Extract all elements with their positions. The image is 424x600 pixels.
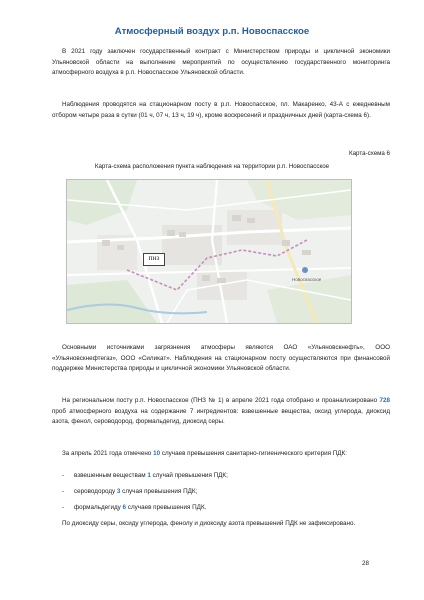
paragraph-observations: Наблюдения проводятся на стационарном посту в р.п. Новоспасское, пл. Макаренко, 43-А с ежедневным отбором четыре раза в сутки (01 ч, 07 ч, 13 ч, 19 ч), кроме воскресений и праздничных дней (карта-схема 6). bbox=[52, 101, 390, 119]
map-caption: Карта-схема расположения пункта наблюдения на территории р.п. Новоспасское bbox=[94, 163, 330, 170]
page-title: Атмосферный воздух р.п. Новоспасское bbox=[114, 26, 310, 37]
paragraph-exceedances: За апрель 2021 года отмечено 10 случаев превышения санитарно-гигиенического критерия ПДК: bbox=[62, 450, 347, 457]
paragraph-no-exceedances: По диоксиду серы, оксиду углерода, фенолу и диоксиду азота превышений ПДК не зафиксировано. bbox=[62, 520, 356, 527]
exceedances-count: 10 bbox=[153, 450, 161, 457]
samples-count: 728 bbox=[379, 397, 390, 404]
map-label: Карта-схема 6 bbox=[348, 150, 390, 157]
monitoring-post-marker: ПНЗ bbox=[143, 253, 165, 266]
map-place-name: Новоспасское bbox=[292, 277, 322, 282]
list-item: - сероводороду 3 случая превышения ПДК; bbox=[62, 488, 198, 495]
location-map bbox=[66, 179, 352, 324]
page-number: 28 bbox=[362, 560, 369, 567]
paragraph-contract: В 2021 году заключен государственный контракт с Министерством природы и цикличной экономики Ульяновской области на выполнение мероприятий по осуществлению государственного мониторинга атмосферного воздуха в р.п. Новоспасское Ульяновской области. bbox=[52, 48, 390, 77]
list-item: - формальдегиду 6 случаев превышения ПДК. bbox=[62, 504, 207, 511]
paragraph-sources: Основными источниками загрязнения атмосферы являются ОАО «Ульяновскнефть», ООО «Ульяновскнефтегаз», ООО «Силикат». Наблюдения на стационарном посту осуществляются при финансовой поддержке Министерства природы и цикличной экономики Ульяновской области. bbox=[52, 344, 390, 373]
paragraph-samples: На региональном посту р.п. Новоспасское (ПНЗ № 1) в апреле 2021 года отобрано и проанализировано 728 проб атмосферного воздуха на содержание 7 ингредиентов: взвешенные вещества, оксид углерода, диоксид азота, фенол, сероводород, формальдегид, диоксид серы. bbox=[52, 397, 390, 426]
map-image bbox=[67, 180, 351, 323]
list-item: - взвешенным веществам 1 случай превышения ПДК; bbox=[62, 472, 228, 479]
